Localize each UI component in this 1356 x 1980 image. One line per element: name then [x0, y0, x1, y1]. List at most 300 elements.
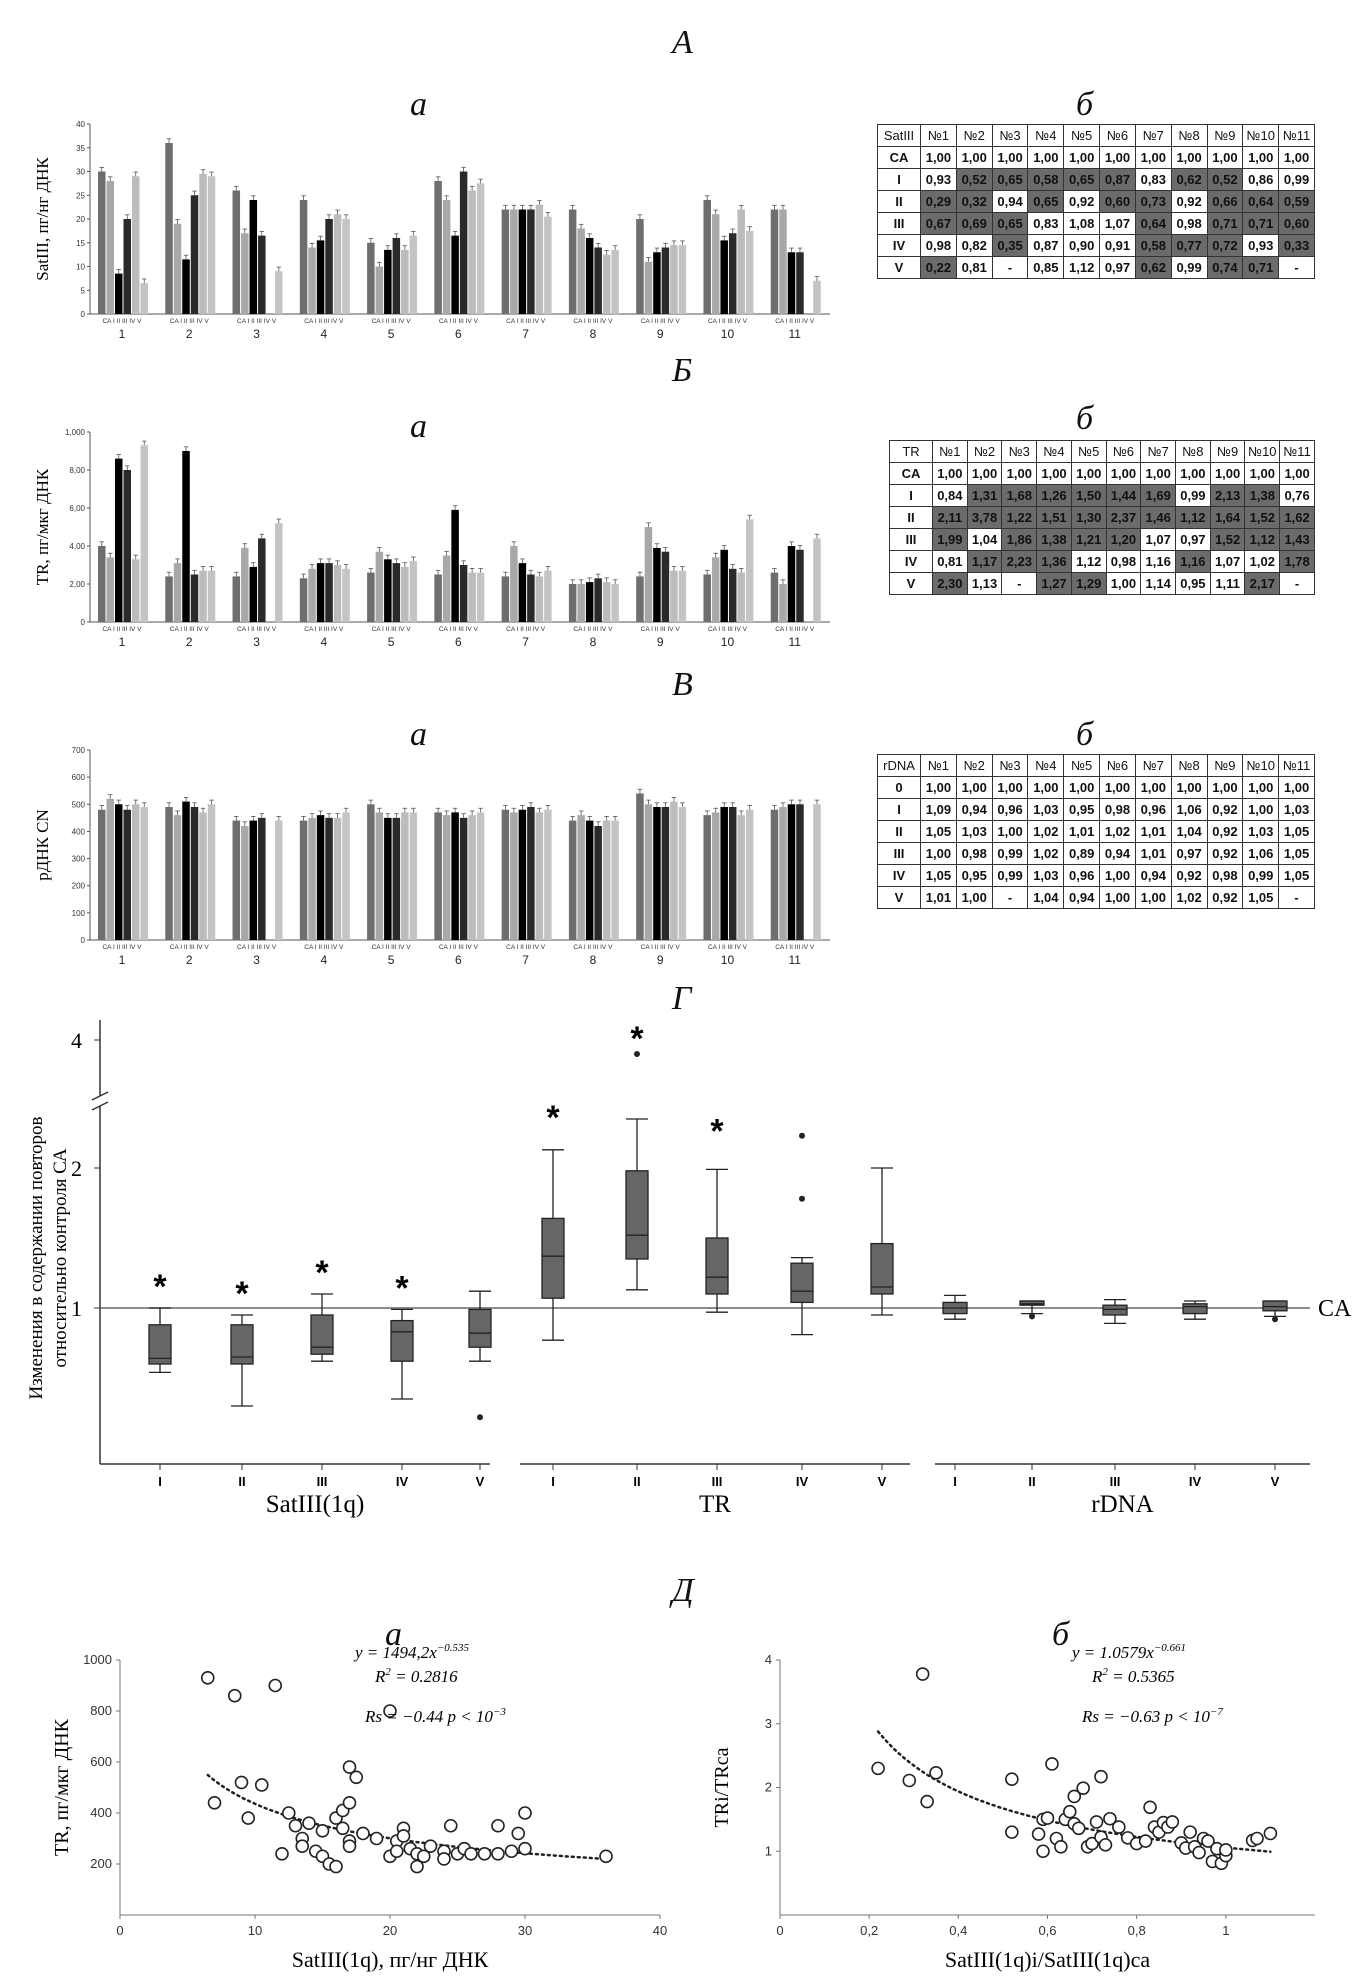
table-cell: 1,52 — [1210, 529, 1245, 551]
x-tick-label: III — [1109, 1474, 1121, 1489]
section-title-C: В — [672, 666, 693, 703]
bar — [737, 573, 745, 622]
table-cell: 2,23 — [1002, 551, 1037, 573]
data-point — [930, 1767, 942, 1779]
bar — [662, 807, 670, 940]
table-cell: 0,64 — [1135, 213, 1171, 235]
bar — [594, 248, 602, 315]
bar — [653, 548, 661, 622]
bar — [662, 248, 670, 315]
row-header: III — [878, 843, 921, 865]
bar-chart-satiii — [20, 112, 840, 340]
data-point — [303, 1817, 315, 1829]
table-cell: 1,01 — [1064, 821, 1100, 843]
y-tick-label: 30 — [76, 167, 85, 177]
table-cell: 1,00 — [1100, 865, 1136, 887]
table-cell: 0,85 — [1028, 257, 1064, 279]
box — [231, 1325, 253, 1364]
fit-equation: $y = 1494,2x^{-0.535}$ — [355, 1642, 469, 1662]
table-cell: 1,14 — [1141, 573, 1176, 595]
table-cell: 2,17 — [1245, 573, 1280, 595]
bar — [703, 200, 711, 314]
column-header: №5 — [1064, 755, 1100, 777]
table-cell: 1,05 — [1279, 865, 1315, 887]
y-tick-label: 600 — [90, 1754, 112, 1769]
column-header: №8 — [1176, 441, 1211, 463]
subtitle-B-b: б — [1076, 400, 1094, 437]
y-tick-label: 200 — [90, 1856, 112, 1871]
sub-category-labels: CA I II III IV V — [237, 318, 277, 325]
table-cell: 1,02 — [1028, 843, 1064, 865]
table-cell: 0,97 — [1100, 257, 1136, 279]
table-row — [878, 865, 1315, 887]
bar — [729, 807, 737, 940]
table-cell: 1,00 — [1100, 147, 1136, 169]
bar — [317, 815, 325, 940]
table-cell: 0,89 — [1064, 843, 1100, 865]
table-cell: 1,16 — [1141, 551, 1176, 573]
table-cell: 1,11 — [1210, 573, 1245, 595]
sub-category-labels: CA I II III IV V — [707, 318, 747, 325]
table-cell: 2,30 — [933, 573, 968, 595]
bar — [788, 546, 796, 622]
table-row — [878, 147, 1315, 169]
data-point — [903, 1774, 915, 1786]
bar — [410, 236, 418, 314]
y-tick-label: 0 — [80, 310, 85, 319]
table-cell: 0,71 — [1207, 213, 1243, 235]
table-cell: 0,92 — [1207, 843, 1243, 865]
category-label: 7 — [522, 953, 529, 967]
table-cell: 1,00 — [1064, 777, 1100, 799]
bar — [662, 552, 670, 622]
bar — [679, 807, 687, 940]
category-label: 4 — [320, 953, 328, 967]
bar — [258, 236, 266, 314]
table-cell: 1,01 — [921, 887, 957, 909]
table-row — [878, 777, 1315, 799]
y-tick-label: 1,000 — [64, 428, 85, 437]
bar — [308, 569, 316, 622]
data-point — [492, 1848, 504, 1860]
table-cell: 1,36 — [1037, 551, 1072, 573]
bar — [737, 815, 745, 940]
table-cell: 0,94 — [992, 191, 1028, 213]
table-cell: - — [1279, 257, 1315, 279]
bar — [569, 821, 577, 940]
bar — [460, 818, 468, 940]
table-cell: 0,65 — [992, 213, 1028, 235]
table-cell: 1,12 — [1071, 551, 1106, 573]
bar — [434, 575, 442, 623]
table-cell: 0,98 — [1106, 551, 1141, 573]
data-point — [242, 1812, 254, 1824]
table-cell: 0,90 — [1064, 235, 1100, 257]
bar — [98, 546, 106, 622]
bar — [712, 214, 720, 314]
column-header: №4 — [1028, 125, 1064, 147]
bar — [342, 812, 350, 940]
y-tick-label: 3 — [764, 1715, 772, 1731]
bar — [300, 578, 308, 622]
bar — [586, 582, 594, 622]
significance-star: * — [710, 1112, 724, 1151]
category-label: 10 — [720, 327, 735, 341]
bar — [241, 548, 249, 622]
data-point — [283, 1807, 295, 1819]
category-label: 5 — [387, 635, 395, 649]
bar — [737, 210, 745, 315]
data-point — [398, 1830, 410, 1842]
table-cell: 1,00 — [1002, 463, 1037, 485]
y-tick-label: 40 — [76, 120, 85, 129]
table-cell: 0,62 — [1135, 257, 1171, 279]
data-point — [296, 1840, 308, 1852]
bar — [603, 821, 611, 940]
category-label: 2 — [185, 635, 193, 649]
bar — [477, 183, 485, 314]
table-cell: 0,87 — [1100, 169, 1136, 191]
bar — [124, 219, 132, 314]
y-tick-label: 4 — [764, 1652, 772, 1667]
sub-category-labels: CA I II III IV V — [640, 626, 680, 633]
bar — [636, 576, 644, 622]
bar — [502, 576, 510, 622]
table-cell: 1,46 — [1141, 507, 1176, 529]
bar — [250, 200, 258, 314]
table-cell: 1,52 — [1245, 507, 1280, 529]
bar — [594, 578, 602, 622]
x-tick-label: V — [1270, 1474, 1280, 1489]
table-cell: 0,98 — [1100, 799, 1136, 821]
category-label: 10 — [720, 953, 735, 967]
bar — [165, 807, 173, 940]
category-label: 7 — [522, 635, 529, 649]
table-cell: 0,76 — [1280, 485, 1315, 507]
x-tick-label: II — [633, 1474, 641, 1489]
data-point — [465, 1848, 477, 1860]
box-plot-changes — [20, 1010, 1352, 1570]
table-cell: - — [1279, 887, 1315, 909]
bar — [208, 804, 216, 940]
category-label: 11 — [788, 635, 801, 649]
bar — [376, 267, 384, 315]
table-cell: 0,58 — [1028, 169, 1064, 191]
y-axis-label: рДНК CN — [33, 809, 52, 881]
bar — [141, 445, 149, 622]
category-label: 9 — [656, 635, 664, 649]
column-header: №9 — [1207, 125, 1243, 147]
bar — [241, 826, 249, 940]
category-label: 5 — [387, 953, 395, 967]
table-cell: 1,05 — [921, 821, 957, 843]
bar — [342, 569, 350, 622]
y-tick-label: 0 — [80, 618, 85, 627]
table-cell: 1,08 — [1064, 213, 1100, 235]
bar — [746, 231, 754, 314]
table-cell: 1,00 — [1279, 777, 1315, 799]
table-cell: 0,94 — [1064, 887, 1100, 909]
data-point — [1037, 1845, 1049, 1857]
table-cell: 3,78 — [967, 507, 1002, 529]
table-cell: 0,99 — [1171, 257, 1207, 279]
table-cell: 1,00 — [1106, 463, 1141, 485]
bar — [182, 802, 190, 940]
bar — [300, 200, 308, 314]
table-cell: 0,86 — [1243, 169, 1279, 191]
column-header: №4 — [1028, 755, 1064, 777]
table-cell: 1,02 — [1100, 821, 1136, 843]
table-cell: 1,43 — [1280, 529, 1315, 551]
table-cell: 0,62 — [1171, 169, 1207, 191]
sub-category-labels: CA I II III IV V — [707, 944, 747, 951]
table-cell: 1,06 — [1243, 843, 1279, 865]
category-label: 2 — [185, 953, 193, 967]
bar — [384, 559, 392, 622]
data-point — [519, 1843, 531, 1855]
bar — [275, 523, 283, 622]
category-label: 6 — [455, 327, 462, 341]
bar — [586, 821, 594, 940]
bar — [443, 815, 451, 940]
data-point — [921, 1796, 933, 1808]
table-cell: - — [992, 257, 1028, 279]
bar — [729, 233, 737, 314]
bar — [182, 451, 190, 622]
table-row — [890, 485, 1315, 507]
bar — [241, 233, 249, 314]
table-cell: 1,00 — [1028, 777, 1064, 799]
sub-category-labels: CA I II III IV V — [506, 944, 546, 951]
bar — [384, 250, 392, 314]
bar — [577, 584, 585, 622]
bar — [645, 262, 653, 314]
table-cell: 0,22 — [921, 257, 957, 279]
table-cell: 1,00 — [956, 147, 992, 169]
table-cell: 1,38 — [1037, 529, 1072, 551]
table-cell: 0,59 — [1279, 191, 1315, 213]
table-cell: 0,58 — [1135, 235, 1171, 257]
category-label: 3 — [253, 953, 260, 967]
table-cell: 1,00 — [1176, 463, 1211, 485]
table-cell: 0,94 — [1135, 865, 1171, 887]
bar — [771, 210, 779, 315]
category-label: 9 — [656, 953, 664, 967]
bar — [510, 210, 518, 315]
outlier — [1272, 1316, 1278, 1322]
x-tick-label: II — [238, 1474, 246, 1489]
table-cell: 1,03 — [1028, 799, 1064, 821]
data-point — [256, 1779, 268, 1791]
subtitle-E-a: а — [385, 1616, 402, 1653]
bar — [510, 812, 518, 940]
table-cell: 1,09 — [921, 799, 957, 821]
category-label: 8 — [589, 327, 597, 341]
table-tr — [889, 440, 1315, 595]
outlier — [477, 1414, 483, 1420]
bar — [729, 569, 737, 622]
y-tick-label: 800 — [90, 1703, 112, 1718]
table-cell: 1,05 — [1243, 887, 1279, 909]
table-cell: 1,07 — [1100, 213, 1136, 235]
bar — [376, 812, 384, 940]
bar — [771, 810, 779, 940]
sub-category-labels: CA I II III IV V — [169, 318, 209, 325]
y-tick-label: 2 — [71, 1156, 82, 1181]
table-cell: 0,69 — [956, 213, 992, 235]
table-row — [878, 799, 1315, 821]
bar — [468, 573, 476, 622]
column-header: №7 — [1135, 755, 1171, 777]
y-tick-label: 1000 — [83, 1652, 112, 1667]
table-cell: 1,04 — [967, 529, 1002, 551]
bar — [477, 573, 485, 622]
y-axis-label-line2: относительно контроля СА — [50, 1148, 71, 1368]
bar — [165, 143, 173, 314]
table-cell: 1,00 — [1207, 777, 1243, 799]
bar — [586, 238, 594, 314]
table-cell: 0,67 — [921, 213, 957, 235]
column-header: №4 — [1037, 441, 1072, 463]
y-tick-label: 500 — [71, 800, 85, 810]
data-point — [269, 1680, 281, 1692]
bar — [510, 546, 518, 622]
data-point — [357, 1827, 369, 1839]
bar — [468, 815, 476, 940]
sub-category-labels: CA I II III IV V — [438, 626, 478, 633]
data-point — [1144, 1801, 1156, 1813]
table-cell: 1,07 — [1141, 529, 1176, 551]
table-satiii — [877, 124, 1315, 279]
sub-category-labels: CA I II III IV V — [438, 318, 478, 325]
x-tick-label: 10 — [247, 1923, 263, 1938]
bar — [771, 573, 779, 622]
bar — [98, 810, 106, 940]
table-cell: 1,99 — [933, 529, 968, 551]
table-cell: 1,03 — [1243, 821, 1279, 843]
data-point — [438, 1853, 450, 1865]
table-cell: 1,00 — [1171, 147, 1207, 169]
table-cell: 0,83 — [1028, 213, 1064, 235]
table-cell: 0,52 — [1207, 169, 1243, 191]
data-point — [1055, 1841, 1067, 1853]
bar — [401, 812, 409, 940]
column-header: №8 — [1171, 125, 1207, 147]
data-point — [1033, 1828, 1045, 1840]
sub-category-labels: CA I II III IV V — [371, 944, 411, 951]
bar — [746, 810, 754, 940]
x-tick-label: IV — [1188, 1474, 1202, 1489]
bar — [536, 576, 544, 622]
data-point — [1113, 1821, 1125, 1833]
bar — [527, 807, 535, 940]
data-point — [330, 1861, 342, 1873]
table-cell: 0,35 — [992, 235, 1028, 257]
bar — [796, 804, 804, 940]
table-cell: 1,62 — [1280, 507, 1315, 529]
column-header: №10 — [1243, 125, 1279, 147]
group-label: SatIII(1q) — [265, 1491, 365, 1518]
y-tick-label: 1 — [71, 1296, 82, 1321]
bar — [813, 538, 821, 622]
sub-category-labels: CA I II III IV V — [707, 626, 747, 633]
x-tick-label: 0,8 — [1127, 1923, 1146, 1938]
table-cell: 0,98 — [1207, 865, 1243, 887]
y-tick-label: 400 — [90, 1805, 112, 1820]
table-cell: 2,11 — [933, 507, 968, 529]
bar — [115, 804, 123, 940]
column-header: №7 — [1135, 125, 1171, 147]
bar — [199, 571, 207, 622]
sub-category-labels: CA I II III IV V — [775, 318, 815, 325]
category-label: 1 — [118, 953, 126, 967]
table-cell: 1,06 — [1171, 799, 1207, 821]
table-cell: 1,05 — [921, 865, 957, 887]
bar — [679, 571, 687, 622]
data-point — [519, 1807, 531, 1819]
bar — [165, 576, 173, 622]
row-header: IV — [890, 551, 933, 573]
bar — [107, 557, 115, 622]
bar — [712, 557, 720, 622]
section-title-D: Г — [672, 980, 692, 1017]
table-cell: 1,12 — [1245, 529, 1280, 551]
table-row — [878, 191, 1315, 213]
column-header: №9 — [1210, 441, 1245, 463]
box — [1020, 1301, 1044, 1305]
table-cell: 1,00 — [1207, 147, 1243, 169]
data-point — [1184, 1826, 1196, 1838]
bar — [443, 200, 451, 314]
bar — [401, 567, 409, 622]
sub-category-labels: CA I II III IV V — [371, 626, 411, 633]
bar — [367, 243, 375, 314]
table-cell: 0,92 — [1064, 191, 1100, 213]
table-cell: 1,00 — [1171, 777, 1207, 799]
sub-category-labels: CA I II III IV V — [775, 944, 815, 951]
data-point — [1064, 1806, 1076, 1818]
column-header: №1 — [921, 125, 957, 147]
table-cell: 1,00 — [1135, 777, 1171, 799]
table-cell: 1,02 — [1028, 821, 1064, 843]
bar — [703, 815, 711, 940]
table-cell: 1,00 — [1141, 463, 1176, 485]
table-cell: 1,00 — [1071, 463, 1106, 485]
data-point — [1140, 1835, 1152, 1847]
table-cell: 0,99 — [1176, 485, 1211, 507]
table-cell: 0,65 — [1064, 169, 1100, 191]
row-header: 0 — [878, 777, 921, 799]
table-cell: 1,22 — [1002, 507, 1037, 529]
x-tick-label: 0,2 — [860, 1923, 879, 1938]
bar — [342, 219, 350, 314]
sub-category-labels: CA I II III IV V — [573, 626, 613, 633]
x-tick-label: IV — [795, 1474, 809, 1489]
column-header: №2 — [967, 441, 1002, 463]
data-point — [317, 1825, 329, 1837]
data-point — [202, 1672, 214, 1684]
table-cell: 1,51 — [1037, 507, 1072, 529]
table-cell: 0,93 — [1243, 235, 1279, 257]
table-row — [878, 887, 1315, 909]
category-label: 11 — [788, 327, 801, 341]
table-cell: 1,00 — [921, 843, 957, 865]
sub-category-labels: CA I II III IV V — [640, 318, 680, 325]
table-row — [878, 257, 1315, 279]
y-tick-label: 5 — [80, 286, 85, 296]
data-point — [512, 1827, 524, 1839]
y-axis-label: SatIII, пг/нг ДНК — [33, 157, 52, 281]
